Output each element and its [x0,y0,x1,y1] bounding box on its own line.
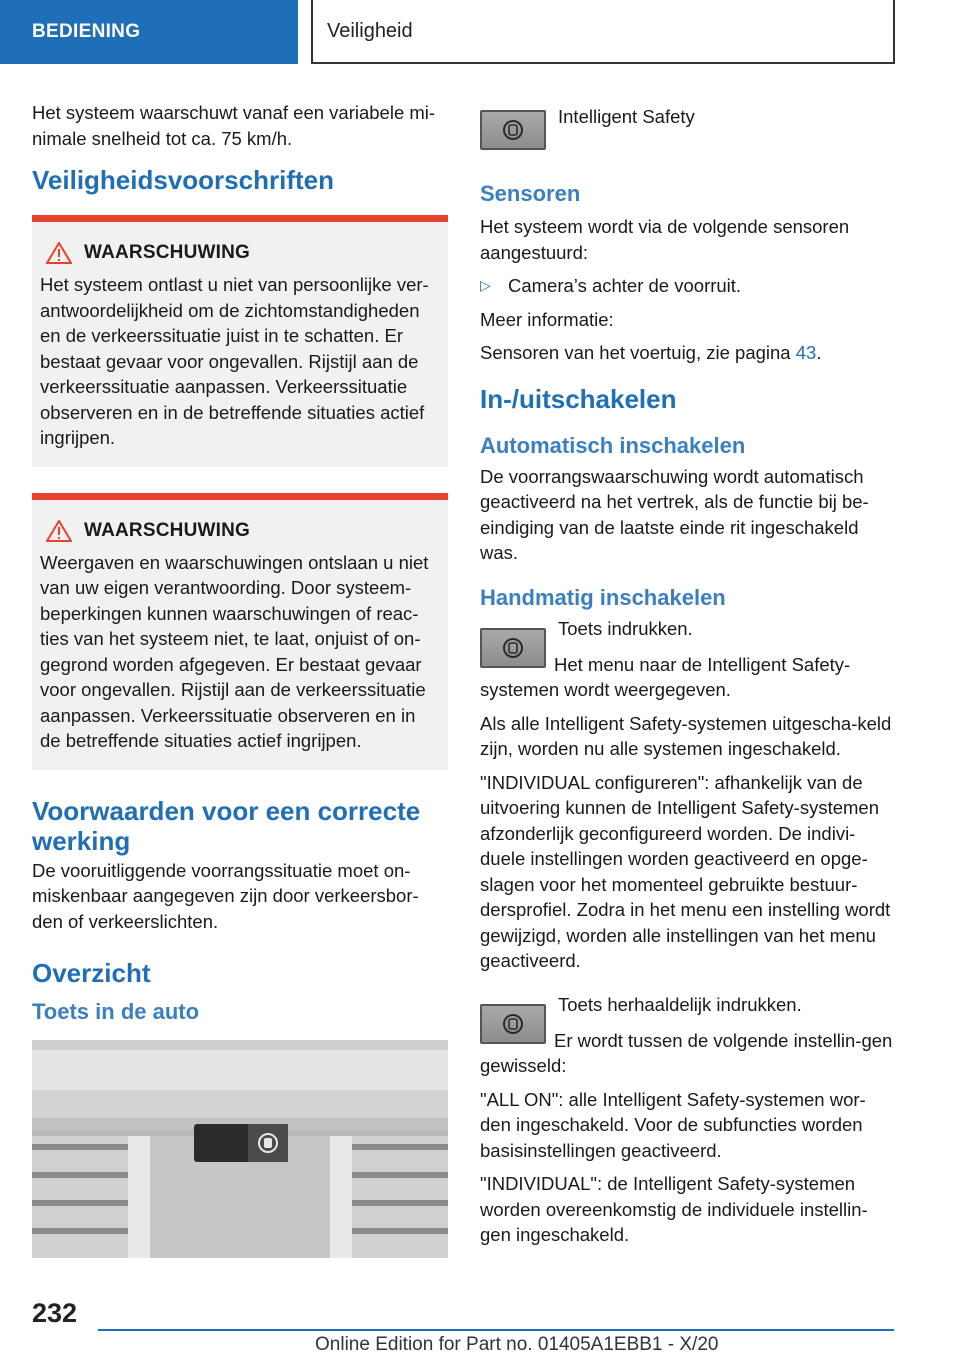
sensors-paragraph: Het systeem wordt via de volgende sensoren aangestuurd: [480,216,850,263]
warning-text: Weergaven en waarschuwingen ontslaan u niet van uw eigen verantwoording. Door systeem-beperkingen kunnen waarschuwingen of reac-ties van het systeem niet, te laat, onjuist of on-gegrond worden afgegeven. Er bestaat gevaar voor ongevallen. Rijstijl aan de verkeerssituatie aanpassen. Verkeerssituatie observeren en in de betreffende situaties actief ingrijpen. [40,551,429,751]
edition-text: Online Edition for Part no. 01405A1EBB1 - X/20 [315,1334,719,1355]
intelligent-safety-key-icon [480,1004,546,1044]
warning-triangle-icon [46,242,72,264]
key-row-intelligent-safety [480,100,896,150]
page-link[interactable]: 43 [795,342,817,363]
intelligent-safety-key-icon [480,110,546,150]
heading-on-off: In-/uitschakelen [480,383,677,414]
heading-sensors: Sensoren [480,181,581,206]
press-repeat-text: Toets herhaaldelijk indrukken. [558,993,802,1015]
all-on-paragraph: "ALL ON": alle Intelligent Safety-systemen wor-den ingeschakeld. Voor de subfuncties worden basisinstellingen geactiveerd. [480,1088,866,1161]
individual-config-paragraph: "INDIVIDUAL configureren": afhankelijk van de uitvoering kunnen de Intelligent Safety-systemen afzonderlijk geconfigureerd worden. De indivi-duele instellingen worden geactiveerd en opge-slagen voor het momenteel gebruikte bestuur-dersprofiel. Zodra in het menu een instelling wordt gewijzigd, worden alle instellingen van het menu geactiveerd. [480,771,891,971]
auto-paragraph: De voorrangswaarschuwing wordt automatisch geactiveerd na het vertrek, als de functie bij be-eindiging van de laatste einde rit ingeschakeld was. [480,465,869,563]
car-button-photo [32,1040,448,1258]
warning-box-1 [32,215,448,467]
subheading-button: Toets in de auto [32,999,200,1024]
subheading-auto: Automatisch inschakelen [480,432,746,458]
warning-title: WAARSCHUWING [84,242,250,263]
press-key-text: Toets indrukken. [558,617,693,639]
page-number: 232 [32,1298,78,1328]
all-off-paragraph: Als alle Intelligent Safety-systemen uitgescha-keld zijn, worden nu alle systemen ingeschakeld. [480,712,892,759]
warning-triangle-icon [46,520,72,542]
warning-text: Het systeem ontlast u niet van persoonlijke ver-antwoordelijkheid om de zichtomstandigheden en de verkeerssituatie juist in te schatten. Er bestaat gevaar voor ongevallen. Rijstijl aan de verkeerssituatie aanpassen. Verkeerssituatie observeren en in de betreffende situaties actief ingrijpen. [40,274,429,448]
more-info-label: Meer informatie: [480,308,614,330]
left-column [32,100,448,1258]
warning-title: WAARSCHUWING [84,519,250,541]
right-column [480,100,896,1256]
bullet-item [480,273,896,299]
section-tab [0,0,298,64]
heading-safety: Veiligheidsvoorschriften [32,165,334,195]
chapter-title: Veiligheid [327,19,413,42]
heading-overview: Overzicht [32,958,151,988]
menu-paragraph: Het menu naar de Intelligent Safety-systemen wordt weergegeven. [480,653,851,700]
sensors-reference: Sensoren van het voertuig, zie pagina 43. [480,342,822,363]
heading-conditions: Voorwaarden voor een correcte werking [32,795,421,856]
dashboard-photo-illustration [32,1040,448,1258]
footer-divider [98,1329,894,1331]
warning-box-2 [32,493,448,770]
section-title: BEDIENING [32,21,141,42]
key-label: Intelligent Safety [558,106,695,127]
intelligent-safety-key-icon [480,628,546,668]
individual-paragraph: "INDIVIDUAL": de Intelligent Safety-systemen worden overeenkomstig de individuele instellin-gen ingeschakeld. [480,1173,868,1245]
bullet-text: Camera’s achter de voorruit. [508,275,742,296]
intro-paragraph: Het systeem waarschuwt vanaf een variabele mi-nimale snelheid tot ca. 75 km/h. [32,102,436,149]
switch-paragraph: Er wordt tussen de volgende instellin-gen gewisseld: [480,1029,893,1076]
chapter-header [311,0,895,64]
conditions-paragraph: De vooruitliggende voorrangssituatie moet on-miskenbaar aangegeven zijn door verkeersbor-den of verkeerslichten. [32,859,419,932]
subheading-manual: Handmatig inschakelen [480,584,726,610]
bullet-triangle-icon: ▷ [480,277,491,293]
